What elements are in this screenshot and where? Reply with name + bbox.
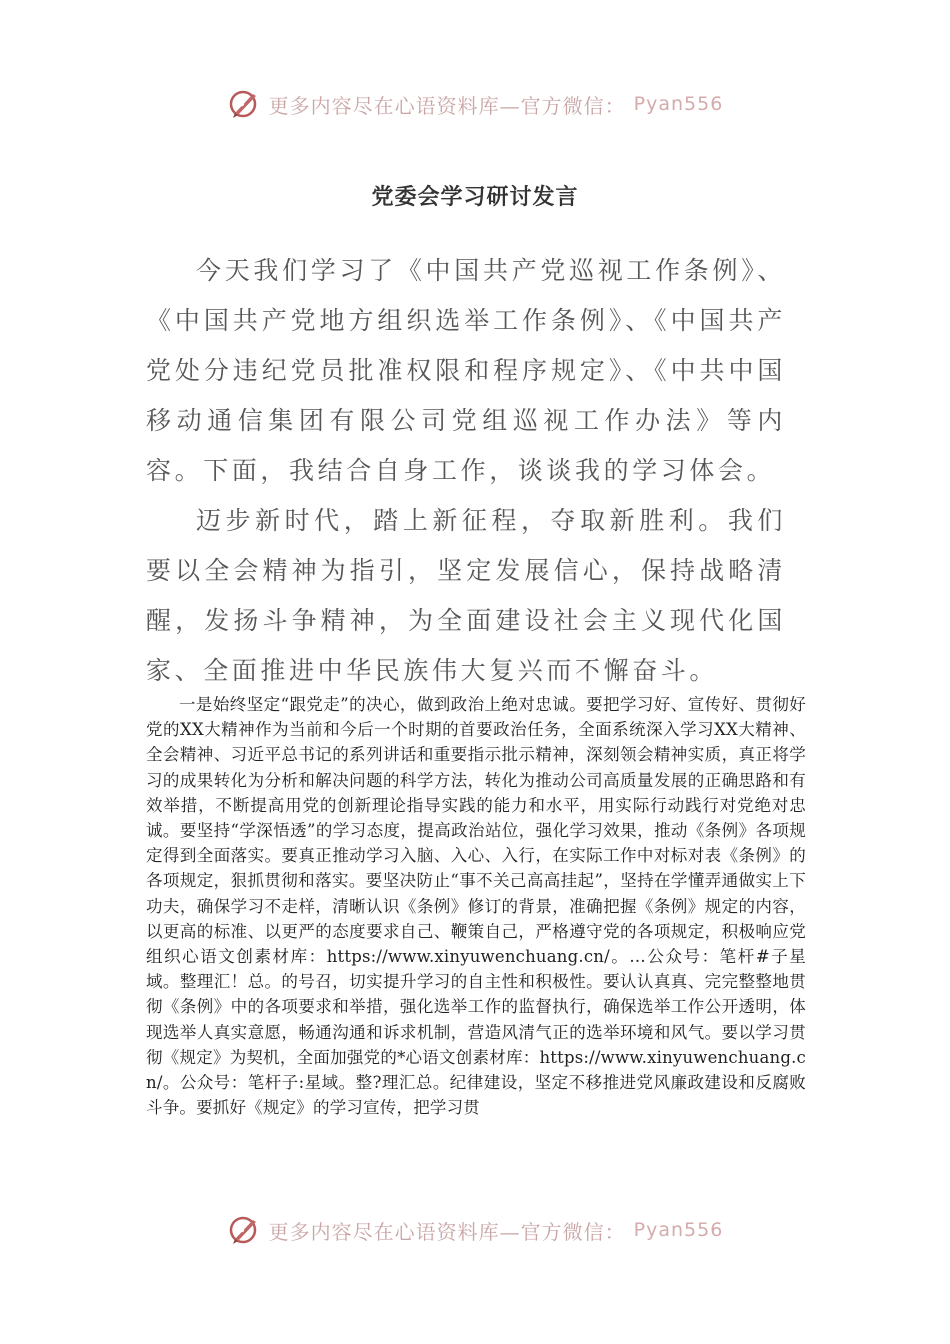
pen-circle-logo-icon: [227, 1213, 261, 1247]
banner-wechat-id: Pyan556: [633, 1219, 724, 1241]
paragraph-new-era: 迈步新时代，踏上新征程，夺取新胜利。我们要以全会精神为指引，坚定发展信心，保持战略清醒，发扬斗争精神，为全面建设社会主义现代化国家、全面推进中华民族伟大复兴而不懈奋斗。: [146, 506, 786, 685]
document-title: 党委会学习研讨发言: [371, 185, 579, 210]
banner-wechat-id: Pyan556: [633, 93, 724, 115]
footer-banner: [0, 1210, 950, 1250]
pen-circle-logo-icon: [227, 87, 261, 121]
banner-text: 更多内容尽在心语资料库—官方微信：: [268, 93, 626, 118]
banner-text: 更多内容尽在心语资料库—官方微信：: [268, 1219, 626, 1244]
header-banner: [0, 84, 950, 124]
paragraph-intro: 今天我们学习了《中国共产党巡视工作条例》、《中国共产党地方组织选举工作条例》、《中国共产党处分违纪党员批准权限和程序规定》、《中共中国移动通信集团有限公司党组巡视工作办法》等内容。下面，我结合自身工作，谈谈我的学习体会。: [146, 256, 786, 485]
paragraph-point-one: 一是始终坚定“跟党走”的决心，做到政治上绝对忠诚。要把学习好、宣传好、贯彻好党的XX大精神作为当前和今后一个时期的首要政治任务，全面系统深入学习XX大精神、全会精神、习近平总书记的系列讲话和重要指示批示精神，深刻领会精神实质，真正将学习的成果转化为分析和解决问题的科学方法，转化为推动公司高质量发展的正确思路和有效举措，不断提高用党的创新理论指导实践的能力和水平，用实际行动践行对党绝对忠诚。要坚持“学深悟透”的学习态度，提高政治站位，强化学习效果，推动《条例》各项规定得到全面落实。要真正推动学习入脑、入心、入行，在实际工作中对标对表《条例》的各项规定，狠抓贯彻和落实。要坚决防止“事不关己高高挂起”，坚持在学懂弄通做实上下功夫，确保学习不走样，清晰认识《条例》修订的背景，准确把握《条例》规定的内容，以更高的标准、以更严的态度要求自己、鞭策自己，严格遵守党的各项规定，积极响应党组织心语文创素材库：https://www.xinyuwenchuang.cn/。…公众号：笔杆#子星域。整理汇！总。的号召，切实提升学习的自主性和积极性。要认认真真、完完整整地贯彻《条例》中的各项要求和举措，强化选举工作的监督执行，确保选举工作公开透明，体现选举人真实意愿，畅通沟通和诉求机制，营造风清气正的选举环境和风气。要以学习贯彻《规定》为契机，全面加强党的*心语文创素材库：https://www.xinyuwenchuang.cn/。公众号：笔杆子:星域。整?理汇总。纪律建设，坚定不移推进党风廉政建设和反腐败斗争。要抓好《规定》的学习宣传，把学习贯: [146, 695, 806, 1118]
